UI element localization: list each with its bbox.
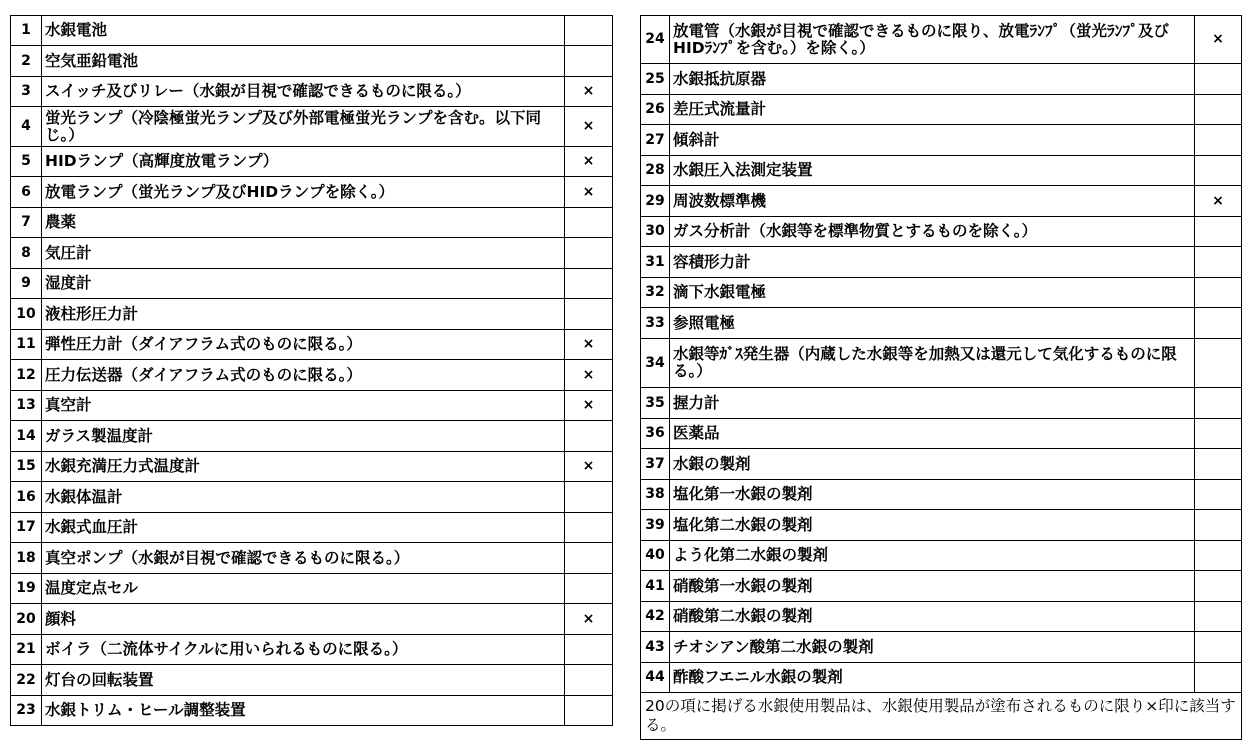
item-name: 硝酸第一水銀の製剤 — [670, 571, 1195, 602]
item-name: 水銀電池 — [42, 16, 565, 46]
table-row — [11, 482, 613, 513]
item-name: 圧力伝送器（ダイアフラム式のものに限る。） — [42, 360, 565, 391]
table-row — [641, 541, 1242, 571]
mercury-mark — [565, 46, 613, 77]
table-row — [641, 125, 1242, 156]
table-row — [11, 513, 613, 543]
table-row — [641, 449, 1242, 480]
row-number: 11 — [11, 330, 42, 360]
table-row — [641, 156, 1242, 186]
row-number: 38 — [641, 480, 670, 510]
table-row — [641, 480, 1242, 510]
row-number: 37 — [641, 449, 670, 480]
item-name: 真空ポンプ（水銀が目視で確認できるものに限る。） — [42, 543, 565, 574]
table-row — [11, 208, 613, 238]
mercury-mark: × — [565, 391, 613, 421]
mercury-mark: × — [565, 604, 613, 635]
mercury-mark — [565, 208, 613, 238]
item-name: 水銀充満圧力式温度計 — [42, 452, 565, 482]
item-name: 農薬 — [42, 208, 565, 238]
table-row — [641, 95, 1242, 125]
row-number: 6 — [11, 177, 42, 208]
mercury-mark — [1195, 125, 1242, 156]
item-name: 灯台の回転装置 — [42, 665, 565, 696]
mercury-mark — [565, 269, 613, 299]
mercury-mark — [565, 543, 613, 574]
row-number: 44 — [641, 663, 670, 693]
row-number: 14 — [11, 421, 42, 452]
table-row — [641, 186, 1242, 217]
mercury-mark — [1195, 663, 1242, 693]
row-number: 27 — [641, 125, 670, 156]
table-row — [641, 632, 1242, 663]
table-row — [11, 360, 613, 391]
item-name: よう化第二水銀の製剤 — [670, 541, 1195, 571]
mercury-mark — [1195, 480, 1242, 510]
row-number: 25 — [641, 64, 670, 95]
item-name: チオシアン酸第二水銀の製剤 — [670, 632, 1195, 663]
row-number: 15 — [11, 452, 42, 482]
item-name: 水銀式血圧計 — [42, 513, 565, 543]
table-row — [11, 77, 613, 107]
mercury-mark — [1195, 247, 1242, 278]
table-row — [11, 330, 613, 360]
item-name: 差圧式流量計 — [670, 95, 1195, 125]
mercury-mark — [565, 574, 613, 604]
item-name: 握力計 — [670, 388, 1195, 419]
item-name: 傾斜計 — [670, 125, 1195, 156]
mercury-mark — [1195, 541, 1242, 571]
item-name: 水銀等ｶﾞｽ発生器（内蔵した水銀等を加熱又は還元して気化するものに限る。） — [670, 339, 1195, 388]
row-number: 43 — [641, 632, 670, 663]
item-name: 放電管（水銀が目視で確認できるものに限り、放電ﾗﾝﾌﾟ（蛍光ﾗﾝﾌﾟ及びHIDﾗﾝﾌﾟを含む。）を除く。） — [670, 16, 1195, 64]
row-number: 28 — [641, 156, 670, 186]
table-row — [641, 510, 1242, 541]
table-row — [11, 238, 613, 269]
mercury-mark — [565, 665, 613, 696]
table-row — [641, 339, 1242, 388]
item-name: ガラス製温度計 — [42, 421, 565, 452]
row-number: 12 — [11, 360, 42, 391]
row-number: 2 — [11, 46, 42, 77]
row-number: 19 — [11, 574, 42, 604]
row-number: 41 — [641, 571, 670, 602]
right-products-body — [641, 16, 1242, 693]
item-name: 気圧計 — [42, 238, 565, 269]
mercury-mark: × — [565, 360, 613, 391]
row-number: 30 — [641, 217, 670, 247]
item-name: 温度定点セル — [42, 574, 565, 604]
table-row — [11, 177, 613, 208]
item-name: 滴下水銀電極 — [670, 278, 1195, 308]
item-name: 硝酸第二水銀の製剤 — [670, 602, 1195, 632]
row-number: 17 — [11, 513, 42, 543]
item-name: 水銀体温計 — [42, 482, 565, 513]
row-number: 3 — [11, 77, 42, 107]
row-number: 39 — [641, 510, 670, 541]
mercury-mark — [1195, 571, 1242, 602]
row-number: 40 — [641, 541, 670, 571]
item-name: 容積形力計 — [670, 247, 1195, 278]
mercury-mark — [565, 635, 613, 665]
item-name: 蛍光ランプ（冷陰極蛍光ランプ及び外部電極蛍光ランプを含む。以下同じ。） — [42, 107, 565, 147]
item-name: 放電ランプ（蛍光ランプ及びHIDランプを除く。） — [42, 177, 565, 208]
item-name: 水銀トリム・ヒール調整装置 — [42, 696, 565, 726]
item-name: 水銀圧入法測定装置 — [670, 156, 1195, 186]
mercury-mark: × — [565, 177, 613, 208]
mercury-mark: × — [1195, 186, 1242, 217]
row-number: 1 — [11, 16, 42, 46]
row-number: 36 — [641, 419, 670, 449]
row-number: 31 — [641, 247, 670, 278]
item-name: 酢酸フエニル水銀の製剤 — [670, 663, 1195, 693]
mercury-mark — [1195, 217, 1242, 247]
footnote-text: 20の項に掲げる水銀使用製品は、水銀使用製品が塗布されるものに限り×印に該当する。 — [641, 693, 1242, 740]
table-row — [11, 299, 613, 330]
table-row — [641, 247, 1242, 278]
mercury-mark — [1195, 388, 1242, 419]
table-row — [11, 391, 613, 421]
table-row — [641, 217, 1242, 247]
item-name: 液柱形圧力計 — [42, 299, 565, 330]
mercury-mark — [1195, 278, 1242, 308]
item-name: 参照電極 — [670, 308, 1195, 339]
mercury-mark — [1195, 156, 1242, 186]
table-row — [641, 278, 1242, 308]
mercury-mark — [1195, 64, 1242, 95]
item-name: 塩化第二水銀の製剤 — [670, 510, 1195, 541]
mercury-mark: × — [565, 107, 613, 147]
table-row — [11, 147, 613, 177]
table-row — [11, 16, 613, 46]
row-number: 33 — [641, 308, 670, 339]
table-row — [641, 308, 1242, 339]
mercury-mark: × — [565, 77, 613, 107]
mercury-mark — [565, 238, 613, 269]
footnote-row — [641, 693, 1242, 740]
row-number: 4 — [11, 107, 42, 147]
mercury-mark — [1195, 419, 1242, 449]
table-row — [11, 46, 613, 77]
item-name: ガス分析計（水銀等を標準物質とするものを除く。） — [670, 217, 1195, 247]
item-name: 真空計 — [42, 391, 565, 421]
item-name: 空気亜鉛電池 — [42, 46, 565, 77]
mercury-mark — [565, 299, 613, 330]
mercury-mark — [565, 513, 613, 543]
row-number: 13 — [11, 391, 42, 421]
row-number: 21 — [11, 635, 42, 665]
row-number: 7 — [11, 208, 42, 238]
mercury-mark — [1195, 449, 1242, 480]
item-name: スイッチ及びリレー（水銀が目視で確認できるものに限る。） — [42, 77, 565, 107]
mercury-mark — [565, 421, 613, 452]
table-row — [11, 696, 613, 726]
mercury-mark — [565, 16, 613, 46]
table-row — [641, 388, 1242, 419]
row-number: 24 — [641, 16, 670, 64]
item-name: ボイラ（二流体サイクルに用いられるものに限る。） — [42, 635, 565, 665]
item-name: 周波数標準機 — [670, 186, 1195, 217]
mercury-mark: × — [565, 452, 613, 482]
row-number: 29 — [641, 186, 670, 217]
mercury-mark: × — [1195, 16, 1242, 64]
mercury-mark — [1195, 510, 1242, 541]
item-name: HIDランプ（高輝度放電ランプ） — [42, 147, 565, 177]
table-row — [641, 571, 1242, 602]
table-row — [11, 665, 613, 696]
row-number: 34 — [641, 339, 670, 388]
mercury-mark: × — [565, 330, 613, 360]
mercury-mark — [565, 482, 613, 513]
row-number: 8 — [11, 238, 42, 269]
row-number: 32 — [641, 278, 670, 308]
row-number: 42 — [641, 602, 670, 632]
item-name: 湿度計 — [42, 269, 565, 299]
table-row — [11, 107, 613, 147]
row-number: 10 — [11, 299, 42, 330]
table-row — [11, 452, 613, 482]
table-row — [641, 64, 1242, 95]
left-products-table — [10, 15, 613, 726]
left-products-body — [11, 16, 613, 726]
table-row — [11, 574, 613, 604]
table-row — [11, 421, 613, 452]
mercury-mark — [1195, 632, 1242, 663]
row-number: 23 — [11, 696, 42, 726]
row-number: 22 — [11, 665, 42, 696]
row-number: 5 — [11, 147, 42, 177]
mercury-mark — [1195, 308, 1242, 339]
mercury-mark — [1195, 602, 1242, 632]
row-number: 26 — [641, 95, 670, 125]
table-row — [641, 16, 1242, 64]
row-number: 9 — [11, 269, 42, 299]
row-number: 35 — [641, 388, 670, 419]
item-name: 塩化第一水銀の製剤 — [670, 480, 1195, 510]
item-name: 顔料 — [42, 604, 565, 635]
row-number: 16 — [11, 482, 42, 513]
item-name: 水銀抵抗原器 — [670, 64, 1195, 95]
mercury-mark — [1195, 339, 1242, 388]
table-row — [11, 543, 613, 574]
table-row — [641, 602, 1242, 632]
right-products-table — [640, 15, 1242, 740]
item-name: 水銀の製剤 — [670, 449, 1195, 480]
table-row — [11, 269, 613, 299]
mercury-mark — [1195, 95, 1242, 125]
table-row — [641, 663, 1242, 693]
mercury-mark: × — [565, 147, 613, 177]
table-row — [641, 419, 1242, 449]
item-name: 医薬品 — [670, 419, 1195, 449]
row-number: 18 — [11, 543, 42, 574]
row-number: 20 — [11, 604, 42, 635]
item-name: 弾性圧力計（ダイアフラム式のものに限る。） — [42, 330, 565, 360]
mercury-mark — [565, 696, 613, 726]
table-row — [11, 604, 613, 635]
table-row — [11, 635, 613, 665]
